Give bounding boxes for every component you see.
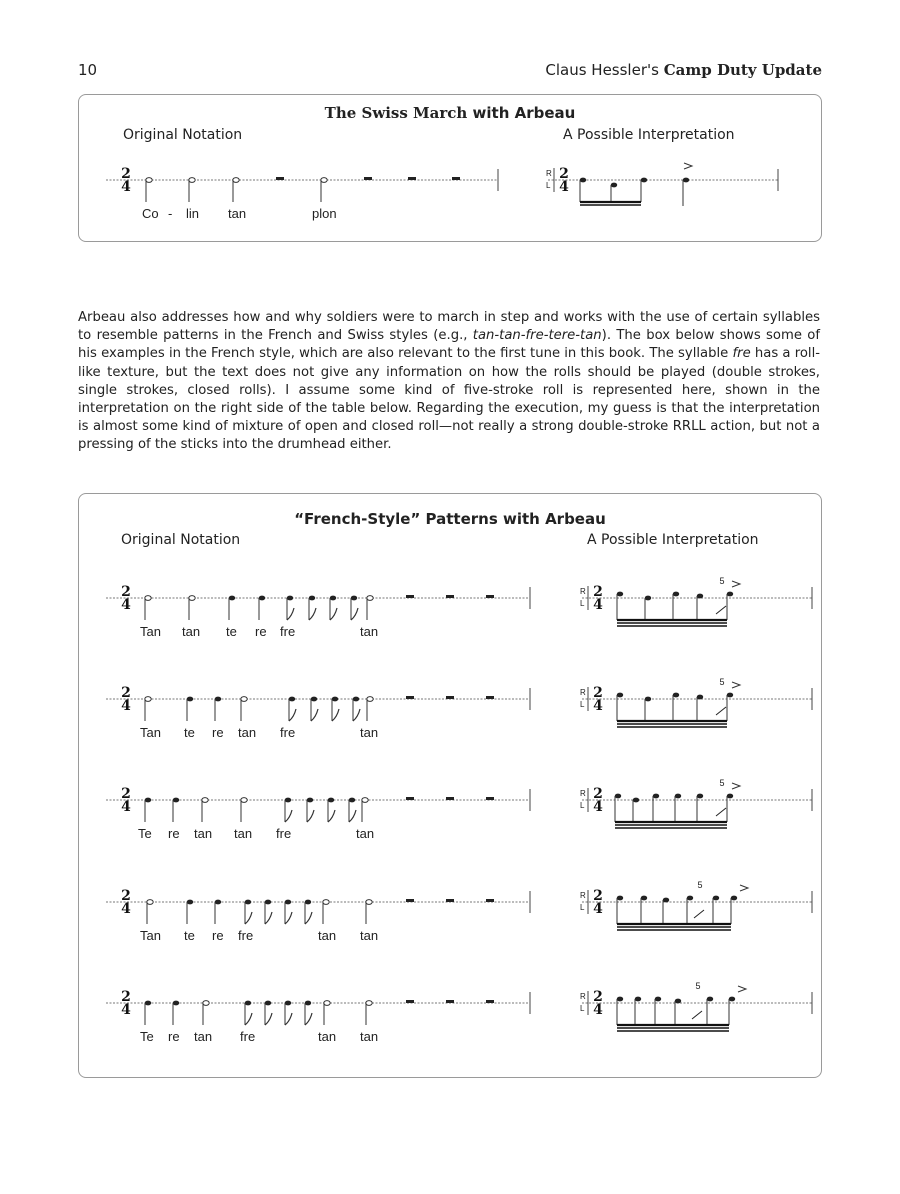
eighth-note-head — [289, 697, 295, 702]
eighth-note-head — [265, 900, 271, 905]
stick-label-left: L — [580, 599, 585, 608]
eighth-note-head — [305, 1001, 311, 1006]
tuplet-number: 5 — [695, 981, 701, 991]
accent-mark — [732, 682, 740, 688]
interp-note-head — [729, 997, 735, 1002]
time-signature-top: 2 — [593, 584, 603, 600]
half-note-head — [241, 697, 247, 702]
half-note-head — [323, 900, 329, 905]
time-signature-top: 2 — [121, 166, 131, 182]
interp-note-head — [617, 997, 623, 1002]
time-signature-bottom: 4 — [121, 901, 131, 917]
interp-note-head — [617, 896, 623, 901]
eighth-note-head — [285, 798, 291, 803]
note-flag — [330, 608, 337, 620]
stick-label-left: L — [580, 1004, 585, 1013]
half-note-head — [202, 798, 208, 803]
time-signature-bottom: 4 — [559, 179, 569, 195]
accent-mark — [738, 986, 746, 992]
quarter-note-head — [215, 900, 221, 905]
interp-note-head — [731, 896, 737, 901]
eighth-note-head — [351, 596, 357, 601]
eighth-note-head — [285, 900, 291, 905]
buzz-mark — [716, 707, 726, 715]
quarter-note-head — [173, 1001, 179, 1006]
half-note-head — [324, 1001, 330, 1006]
interp-note-head — [673, 693, 679, 698]
time-signature-top: 2 — [593, 888, 603, 904]
interp-note-head — [697, 794, 703, 799]
eighth-note-head — [353, 697, 359, 702]
syllable-label: re — [168, 826, 180, 841]
half-note-head — [362, 798, 368, 803]
note-flag — [245, 912, 252, 924]
quarter-note-head — [259, 596, 265, 601]
eighth-note-head — [245, 1001, 251, 1006]
syllable-label: te — [184, 725, 195, 740]
french-style-title: “French-Style” Patterns with Arbeau — [294, 510, 606, 528]
syllable-label: Tan — [140, 725, 161, 740]
half-rest — [406, 797, 414, 800]
half-rest — [486, 595, 494, 598]
note-flag — [305, 1013, 312, 1025]
time-signature-bottom: 4 — [593, 1002, 603, 1018]
syllable-label: fre — [280, 624, 296, 639]
stick-label-right: R — [546, 169, 552, 178]
syllable-label: tan — [318, 1029, 337, 1044]
interp-note-head — [727, 693, 733, 698]
interp-note-head — [663, 898, 669, 903]
syllable-label: Tan — [140, 928, 161, 943]
half-note-head — [367, 697, 373, 702]
syllable-label: fre — [276, 826, 292, 841]
note-flag — [265, 912, 272, 924]
half-note-head — [321, 178, 327, 183]
syllable-label: tan — [238, 725, 257, 740]
note-flag — [353, 709, 360, 721]
half-rest — [408, 177, 416, 180]
quarter-note-head — [229, 596, 235, 601]
time-signature-bottom: 4 — [593, 597, 603, 613]
interp-note-head — [713, 896, 719, 901]
interp-note-head — [635, 997, 641, 1002]
interp-note-head — [617, 592, 623, 597]
eighth-note-head — [309, 596, 315, 601]
half-rest — [406, 595, 414, 598]
interp-note-head — [675, 999, 681, 1004]
tuplet-number: 5 — [719, 677, 725, 687]
interp-note-head — [707, 997, 713, 1002]
syllable-label: re — [255, 624, 267, 639]
syllable-label: tan — [360, 725, 379, 740]
quarter-note-head — [215, 697, 221, 702]
interp-note-head — [655, 997, 661, 1002]
italic-syllables: tan-tan-fre-tere-tan — [472, 328, 602, 344]
half-rest — [446, 595, 454, 598]
interp-note-head — [697, 594, 703, 599]
interp-note-head — [687, 896, 693, 901]
book-title: Camp Duty Update — [663, 61, 822, 79]
stick-label-right: R — [580, 992, 586, 1001]
stick-label-left: L — [546, 181, 551, 190]
time-signature-bottom: 4 — [121, 1002, 131, 1018]
interp-note-head — [580, 178, 586, 183]
interp-note-head — [633, 798, 639, 803]
syllable-label: Co — [142, 206, 159, 221]
note-flag — [265, 1013, 272, 1025]
time-signature-top: 2 — [121, 888, 131, 904]
time-signature-top: 2 — [121, 989, 131, 1005]
eighth-note-head — [287, 596, 293, 601]
eighth-note-head — [305, 900, 311, 905]
note-flag — [285, 810, 292, 822]
syllable-label: Te — [140, 1029, 154, 1044]
eighth-note-head — [328, 798, 334, 803]
quarter-note-head — [145, 798, 151, 803]
half-rest — [406, 696, 414, 699]
note-flag — [245, 1013, 252, 1025]
accent-mark — [732, 783, 740, 789]
tuplet-number: 5 — [719, 778, 725, 788]
note-flag — [307, 810, 314, 822]
stick-label-right: R — [580, 789, 586, 798]
note-flag — [285, 912, 292, 924]
note-flag — [305, 912, 312, 924]
interp-note-head — [727, 794, 733, 799]
original-notation-heading: Original Notation — [123, 127, 243, 143]
syllable-label: fre — [280, 725, 296, 740]
half-rest — [446, 899, 454, 902]
interp-note-head — [653, 794, 659, 799]
syllable-label: fre — [238, 928, 254, 943]
note-flag — [351, 608, 358, 620]
accent-mark — [732, 581, 740, 587]
half-rest — [364, 177, 372, 180]
half-rest — [452, 177, 460, 180]
interp-note-head — [683, 178, 689, 183]
quarter-note-head — [145, 1001, 151, 1006]
interp-note-head — [641, 178, 647, 183]
half-rest — [486, 696, 494, 699]
eighth-note-head — [307, 798, 313, 803]
syllable-label: tan — [360, 1029, 379, 1044]
half-rest — [406, 1000, 414, 1003]
note-flag — [328, 810, 335, 822]
syllable-label: tan — [360, 624, 379, 639]
time-signature-bottom: 4 — [593, 799, 603, 815]
half-note-head — [147, 900, 153, 905]
half-note-head — [189, 178, 195, 183]
syllable-label: tan — [182, 624, 201, 639]
half-note-head — [203, 1001, 209, 1006]
author-name: Claus Hessler's — [545, 61, 659, 79]
interp-note-head — [675, 794, 681, 799]
note-flag — [309, 608, 316, 620]
stick-label-left: L — [580, 700, 585, 709]
time-signature-bottom: 4 — [593, 901, 603, 917]
note-flag — [349, 810, 356, 822]
note-flag — [287, 608, 294, 620]
interpretation-heading: A Possible Interpretation — [563, 127, 735, 143]
note-flag — [332, 709, 339, 721]
interp-note-head — [697, 695, 703, 700]
syllable-label: tan — [194, 1029, 213, 1044]
half-note-head — [366, 900, 372, 905]
accent-mark — [684, 163, 692, 169]
quarter-note-head — [187, 697, 193, 702]
syllable-label: re — [212, 928, 224, 943]
interp-note-head — [641, 896, 647, 901]
syllable-label: tan — [356, 826, 375, 841]
tuplet-number: 5 — [719, 576, 725, 586]
syllable-label: plon — [312, 206, 337, 221]
note-flag — [311, 709, 318, 721]
syllable-label: re — [212, 725, 224, 740]
half-rest — [276, 177, 284, 180]
syllable-label: Te — [138, 826, 152, 841]
half-rest — [486, 1000, 494, 1003]
time-signature-top: 2 — [593, 989, 603, 1005]
italic-fre: fre — [732, 346, 751, 362]
half-note-head — [145, 697, 151, 702]
tuplet-number: 5 — [697, 880, 703, 890]
time-signature-bottom: 4 — [121, 179, 131, 195]
syllable-label: tan — [360, 928, 379, 943]
stick-label-left: L — [580, 903, 585, 912]
eighth-note-head — [311, 697, 317, 702]
buzz-mark — [716, 606, 726, 614]
interpretation-heading-2: A Possible Interpretation — [587, 532, 759, 548]
half-note-head — [233, 178, 239, 183]
half-note-head — [367, 596, 373, 601]
syllable-label: re — [168, 1029, 180, 1044]
quarter-note-head — [187, 900, 193, 905]
eighth-note-head — [349, 798, 355, 803]
syllable-label: fre — [240, 1029, 256, 1044]
note-flag — [289, 709, 296, 721]
eighth-note-head — [285, 1001, 291, 1006]
note-flag — [285, 1013, 292, 1025]
time-signature-bottom: 4 — [121, 799, 131, 815]
half-rest — [446, 1000, 454, 1003]
time-signature-top: 2 — [121, 786, 131, 802]
half-rest — [446, 696, 454, 699]
time-signature-top: 2 — [593, 786, 603, 802]
syllable-label: te — [184, 928, 195, 943]
buzz-mark — [692, 1011, 702, 1019]
half-note-head — [366, 1001, 372, 1006]
interp-note-head — [727, 592, 733, 597]
eighth-note-head — [265, 1001, 271, 1006]
time-signature-top: 2 — [559, 166, 569, 182]
interp-note-head — [645, 596, 651, 601]
body-paragraph: Arbeau also addresses how and why soldiers were to march in step and works with the use of certain syllables to resemble patterns in the French and Swiss styles (e.g., tan-tan-fre-tere-tan). The box below shows some of his examples in the French style, which are also relevant to the first tune in this book. The syllable fre has a roll-like texture, but the text does not give any information on how the rolls should be played (double strokes, single strokes, closed rolls). I assume some kind of five-stroke roll is represented here, shown in the interpretation on the right side of the table below. Regarding the execution, my guess is that the interpretation is almost some kind of mixture of open and closed roll—not really a strong double-stroke RRLL action, but not a pressing of the sticks into the drumhead either. — [78, 310, 820, 453]
time-signature-top: 2 — [121, 584, 131, 600]
syllable-label: te — [226, 624, 237, 639]
half-rest — [446, 797, 454, 800]
interp-note-head — [611, 183, 617, 188]
half-note-head — [146, 178, 152, 183]
half-note-head — [241, 798, 247, 803]
original-notation-heading-2: Original Notation — [121, 532, 241, 548]
eighth-note-head — [330, 596, 336, 601]
half-note-head — [189, 596, 195, 601]
time-signature-bottom: 4 — [121, 698, 131, 714]
syllable-label: - — [168, 206, 173, 221]
stick-label-left: L — [580, 801, 585, 810]
time-signature-bottom: 4 — [121, 597, 131, 613]
half-note-head — [145, 596, 151, 601]
stick-label-right: R — [580, 688, 586, 697]
eighth-note-head — [245, 900, 251, 905]
syllable-label: tan — [234, 826, 253, 841]
interp-note-head — [617, 693, 623, 698]
eighth-note-head — [332, 697, 338, 702]
syllable-label: tan — [228, 206, 247, 221]
syllable-label: lin — [186, 206, 200, 221]
syllable-label: tan — [194, 826, 213, 841]
time-signature-bottom: 4 — [593, 698, 603, 714]
half-rest — [406, 899, 414, 902]
syllable-label: Tan — [140, 624, 161, 639]
interp-note-head — [645, 697, 651, 702]
buzz-mark — [716, 808, 726, 816]
interp-note-head — [673, 592, 679, 597]
page-number: 10 — [78, 61, 98, 79]
swiss-march-title: The Swiss March with Arbeau — [324, 104, 576, 122]
buzz-mark — [694, 910, 704, 918]
half-rest — [486, 899, 494, 902]
syllable-label: tan — [318, 928, 337, 943]
quarter-note-head — [173, 798, 179, 803]
time-signature-top: 2 — [593, 685, 603, 701]
accent-mark — [740, 885, 748, 891]
half-rest — [486, 797, 494, 800]
time-signature-top: 2 — [121, 685, 131, 701]
stick-label-right: R — [580, 587, 586, 596]
stick-label-right: R — [580, 891, 586, 900]
interp-note-head — [615, 794, 621, 799]
